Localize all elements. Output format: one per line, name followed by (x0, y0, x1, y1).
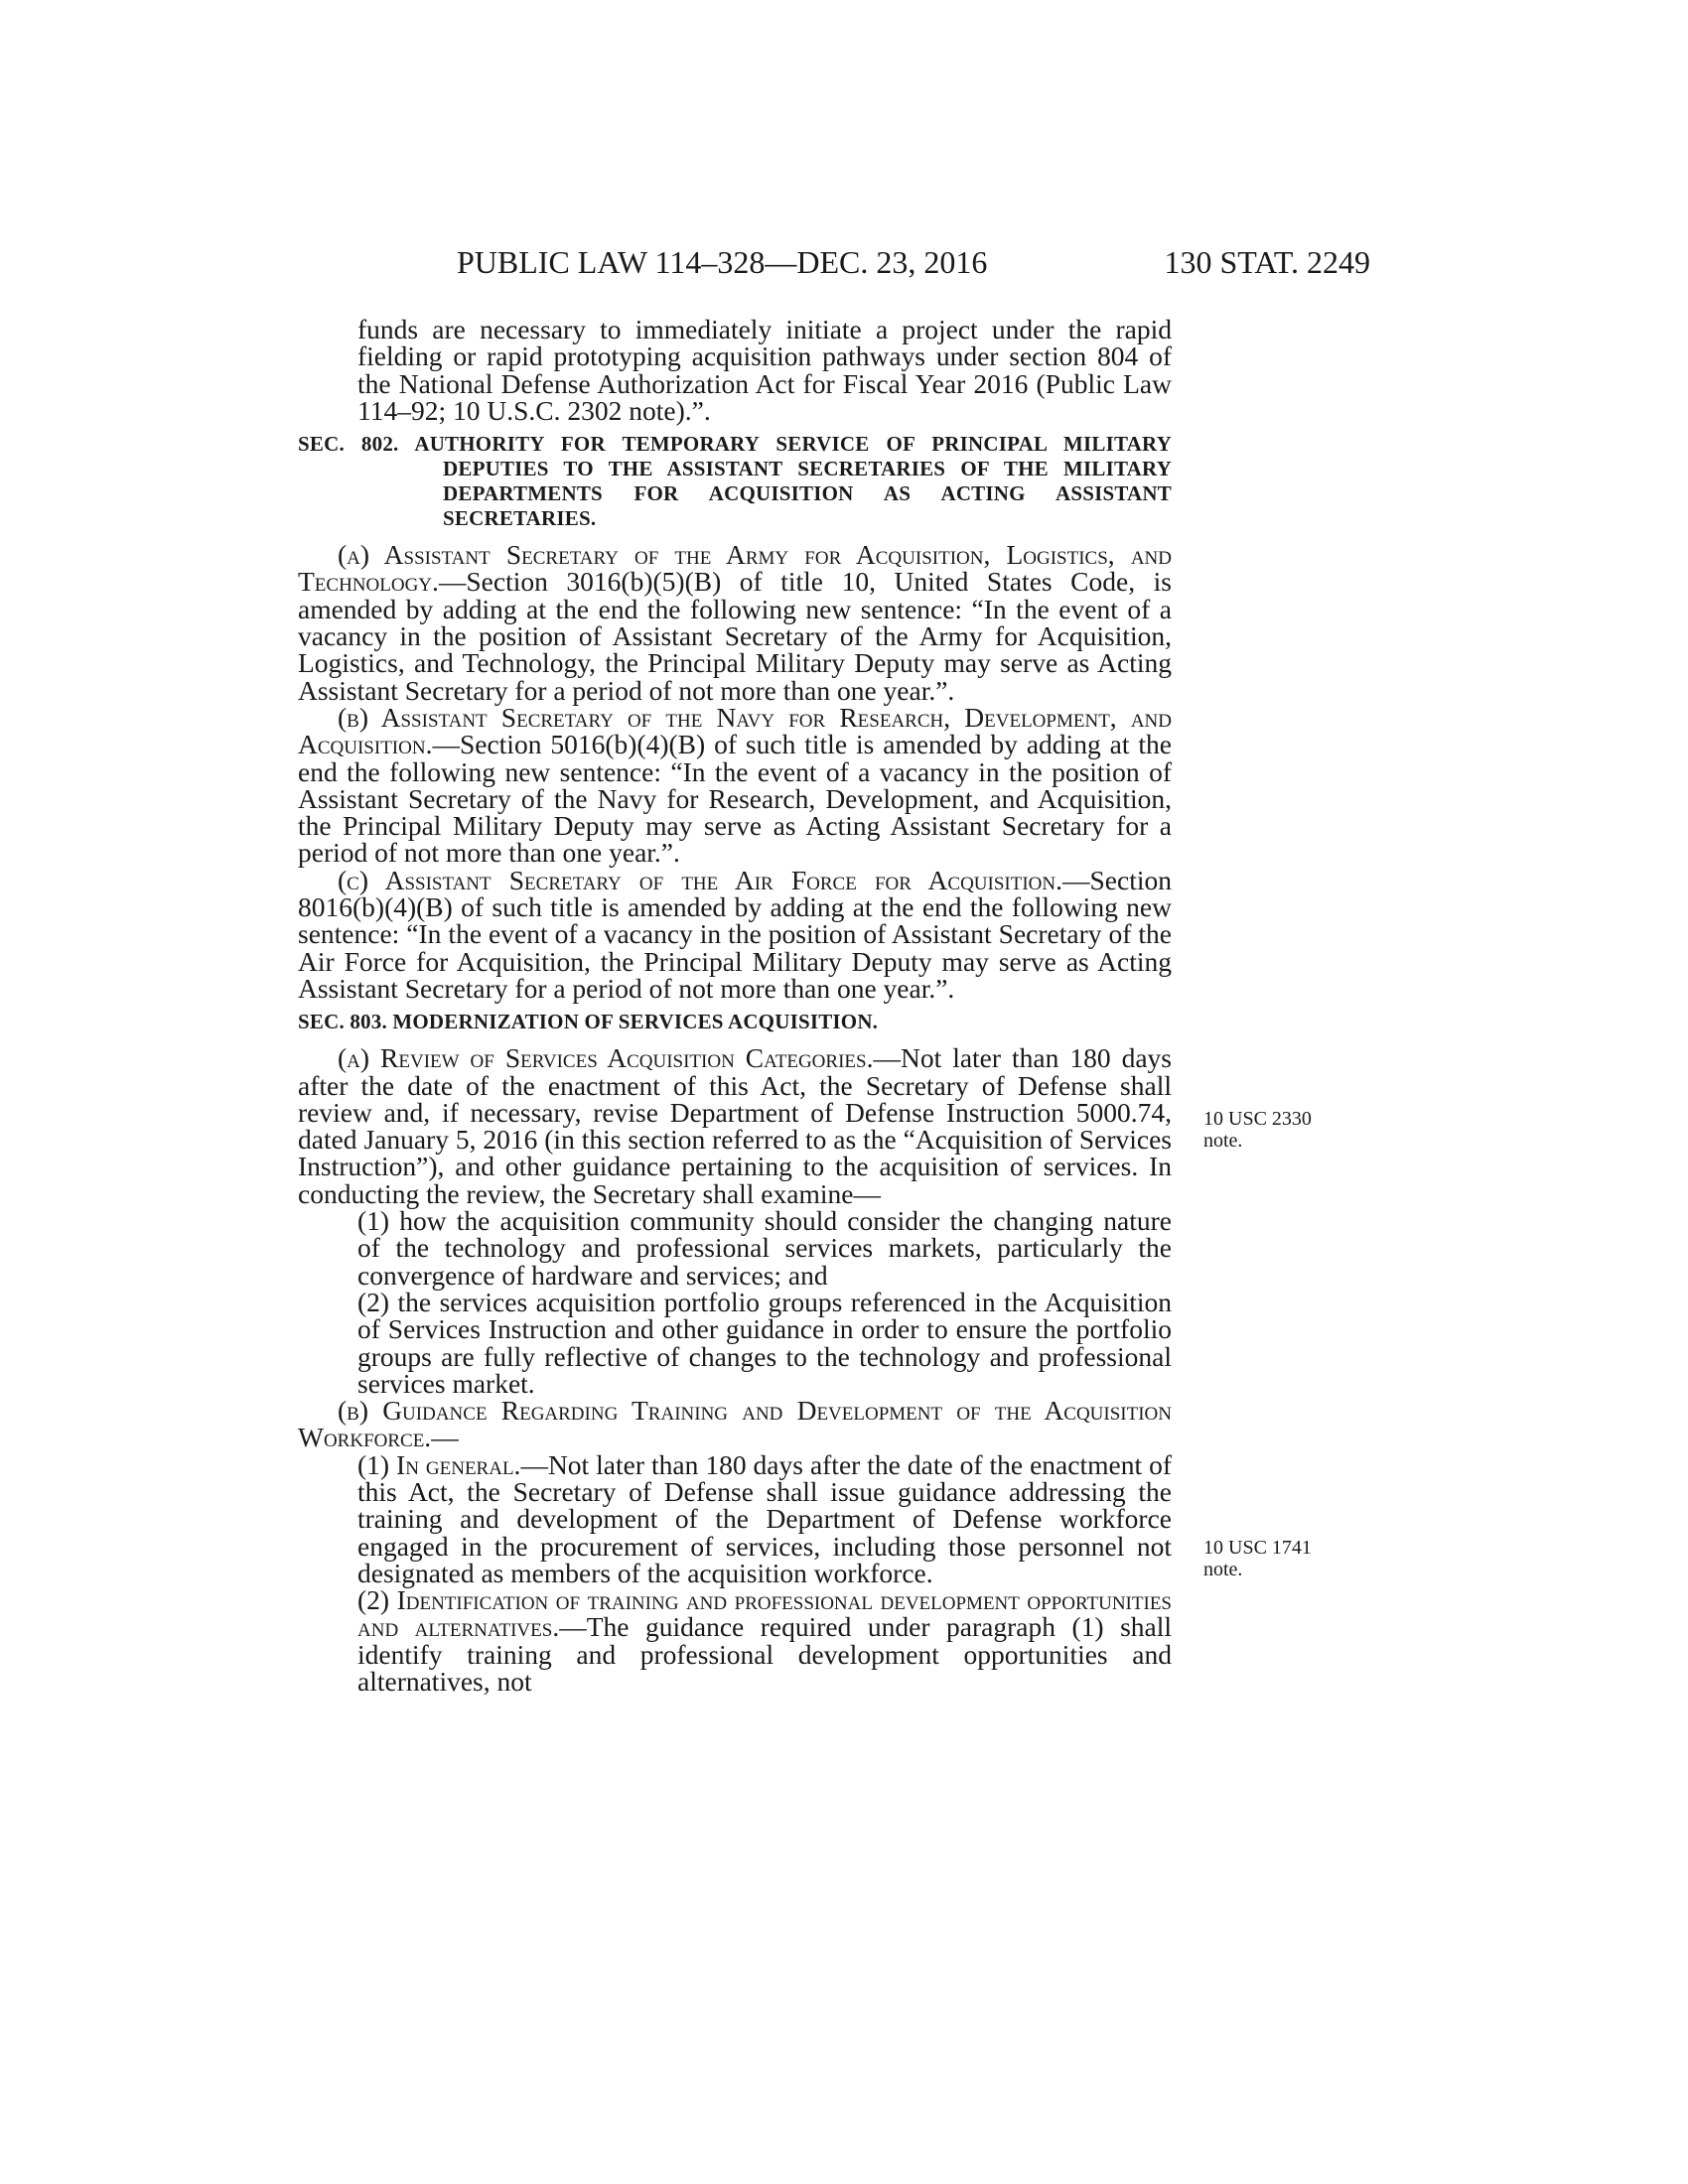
paragraph-803-a-1: (1) how the acquisition community should consider the changing nature of the technology and professional services markets, particularly the convergence of hardware and services; and (357, 1205, 1172, 1291)
subsection-803-a (298, 1044, 1172, 1207)
paragraph-803-b-2-text: —The guidance required under paragraph (1) shall identify training and professional development opportunities and alternatives, not (357, 1611, 1173, 1698)
subsection-802-b-text: —Section 5016(b)(4)(B) of such title is amended by adding at the end the following new sentence: “In the event of a vacancy in the position of Assistant Secretary of the Navy for Research, Development, and Acquisition, the Principal Military Deputy may serve as Acting Assistant Secretary for a period of not more than one year.”. (298, 729, 1172, 869)
document-body (298, 314, 1173, 1698)
paragraph-803-b-2-heading: (2) Identification of training and professional development opportunities and alternatives. (357, 1584, 1172, 1643)
paragraph-803-b-2 (298, 1584, 1173, 1698)
subsection-802-b (298, 701, 1172, 869)
subsection-802-a (298, 541, 1172, 704)
subsection-802-b-heading: (b) Assistant Secretary of the Navy for Research, Development, and Acquisition. (298, 701, 1172, 760)
subsection-802-c-text: —Section 8016(b)(4)(B) of such title is amended by adding at the end the following new sentence: “In the event of a vacancy in the position of Assistant Secretary of the Air Force for Acquisition, the Principal Military Deputy may serve as Acting Assistant Secretary for a period of not more than one year.”. (298, 864, 1172, 1004)
subsection-803-a-heading: (a) Review of Services Acquisition Categories. (338, 1042, 874, 1074)
statute-page-number: 130 STAT. 2249 (1164, 244, 1370, 280)
continued-paragraph: funds are necessary to immediately initiate a project under the rapid fielding or rapid prototyping acquisition pathways under section 804 of the National Defense Authorization Act for Fiscal Year 2016 (Public Law 114–92; 10 U.S.C. 2302 note).”. (357, 314, 1172, 426)
subsection-802-c (298, 864, 1172, 1004)
margin-note-label: note. (1203, 1559, 1243, 1580)
section-802-heading: SEC. 802. AUTHORITY FOR TEMPORARY SERVICE OF PRINCIPAL MILITARY DEPUTIES TO THE ASSISTANT SECRETARIES OF THE MILITARY DEPARTMENTS FOR ACQUISITION AS ACTING ASSISTANT SECRETARIES. (298, 432, 1172, 531)
paragraph-803-b-1-heading: (1) In general. (357, 1448, 521, 1480)
paragraph-803-b-1-text: —Not later than 180 days after the date of the enactment of this Act, the Secretary of Defense shall issue guidance addressing the training and development of the Department of Defense workforce engaged in the procurement of services, including those personnel not designated as members of the acquisition workforce. (357, 1448, 1172, 1588)
subsection-802-a-heading: (a) Assistant Secretary of the Army for Acquisition, Logistics, and Technology. (298, 539, 1172, 598)
subsection-803-b-heading: (b) Guidance Regarding Training and Development of the Acquisition Workforce. (298, 1395, 1172, 1453)
margin-note-10-usc-1741 (1203, 1537, 1312, 1580)
subsection-803-b (298, 1397, 1172, 1451)
margin-note-citation: 10 USC 2330 (1203, 1108, 1312, 1130)
subsection-802-a-text: —Section 3016(b)(5)(B) of title 10, United States Code, is amended by adding at the end the following new sentence: “In the event of a vacancy in the position of Assistant Secretary of the Army for Acquisition, Logistics, and Technology, the Principal Military Deputy may serve as Acting Assistant Secretary for a period of not more than one year.”. (298, 566, 1172, 706)
section-803-heading: SEC. 803. MODERNIZATION OF SERVICES ACQUISITION. (298, 1010, 879, 1034)
subsection-803-b-dash: — (431, 1422, 459, 1453)
paragraph-803-b-1 (298, 1448, 1172, 1588)
margin-note-label: note. (1203, 1130, 1243, 1152)
subsection-802-c-heading: (c) Assistant Secretary of the Air Force for Acquisition. (338, 864, 1062, 895)
subsection-803-a-text: —Not later than 180 days after the date of the enactment of this Act, the Secretary of Defense shall review and, if necessary, revise Department of Defense Instruction 5000.74, dated January 5, 2016 (in this section referred to as the “Acquisition of Services Instruction”), and other guidance pertaining to the acquisition of services. In conducting the review, the Secretary shall examine— (298, 1042, 1172, 1209)
margin-note-10-usc-2330 (1203, 1108, 1312, 1152)
margin-note-citation: 10 USC 1741 (1203, 1537, 1312, 1559)
paragraph-803-a-2: (2) the services acquisition portfolio groups referenced in the Acquisition of Services Instruction and other guidance in order to ensure the portfolio groups are fully reflective of changes to the technology and professional services market. (357, 1286, 1172, 1399)
public-law-citation: PUBLIC LAW 114–328—DEC. 23, 2016 (457, 244, 988, 280)
